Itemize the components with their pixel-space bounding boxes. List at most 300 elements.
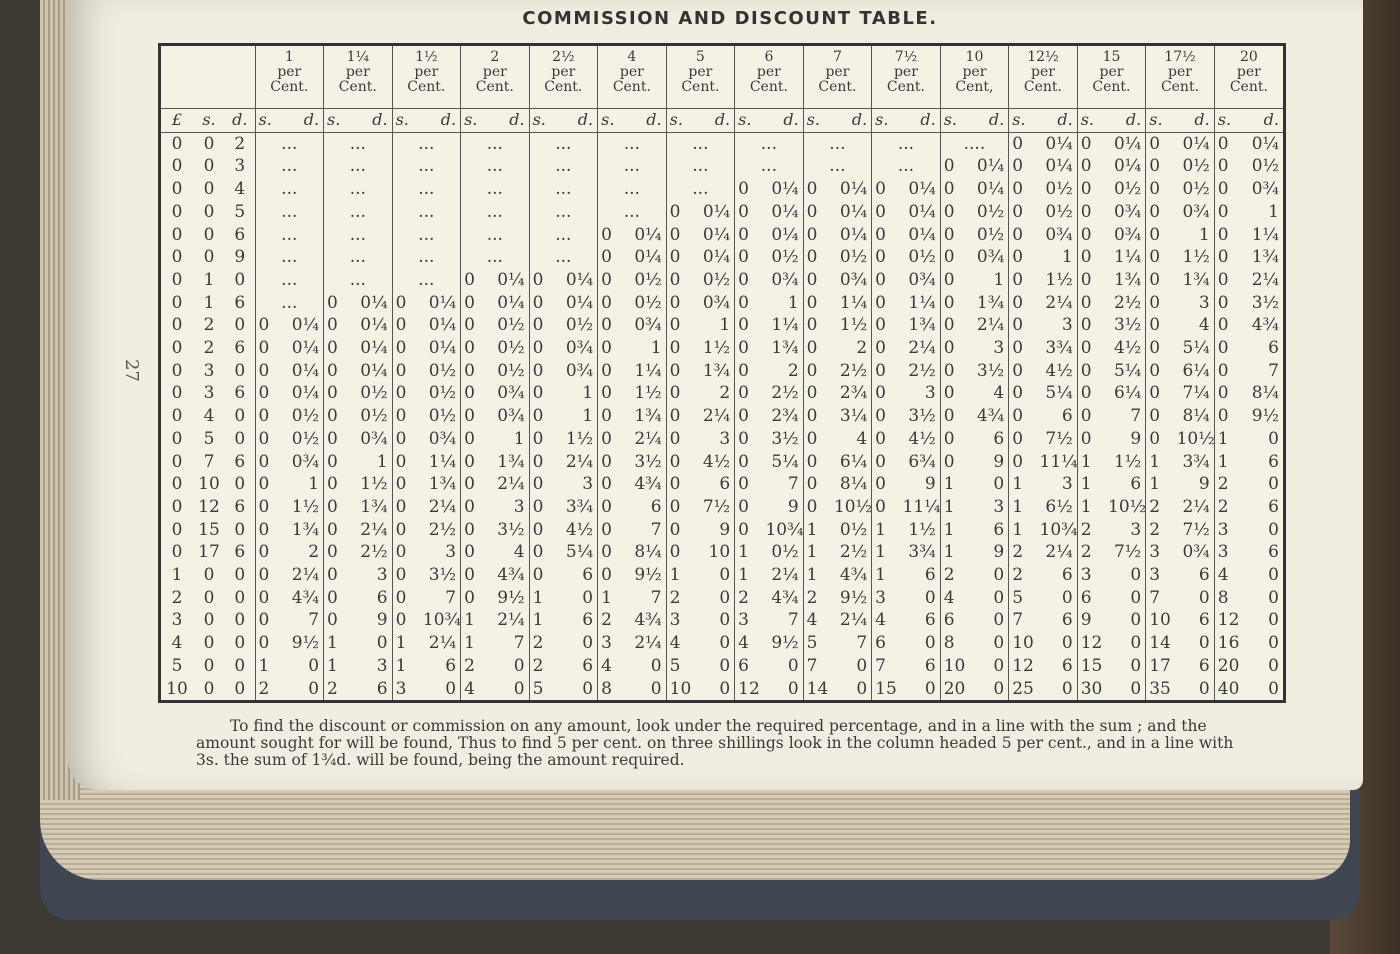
shillings-cell: 0 xyxy=(529,564,560,587)
pence-cell: 1 xyxy=(513,428,525,449)
sum-header xyxy=(161,46,255,109)
empty-cell: ... xyxy=(392,132,461,155)
pence-cell: 1¼ xyxy=(1113,247,1142,268)
pence-cell: 2 xyxy=(787,360,799,381)
pence-cell: 2 xyxy=(856,338,868,359)
rate-header-l1: per xyxy=(825,64,850,80)
shillings-cell: 0 xyxy=(1146,314,1177,337)
rate-header xyxy=(255,46,324,109)
pence-cell: 0¾ xyxy=(702,292,731,313)
pence-cell: 0 xyxy=(513,655,525,676)
empty-cell: ... xyxy=(872,155,941,178)
sum-cell: 9 xyxy=(234,247,246,268)
shillings-cell: 0 xyxy=(529,473,560,496)
pence-cell: 7 xyxy=(650,519,662,540)
rate-header-rate: 4 xyxy=(627,49,637,65)
unit-pence: d. xyxy=(1108,109,1146,133)
pence-cell: 1 xyxy=(1198,224,1210,245)
pence-cell: 6 xyxy=(1268,451,1279,472)
pence-cell: 0½ xyxy=(360,406,388,427)
shillings-cell: 0 xyxy=(392,314,423,337)
table-row xyxy=(161,405,1283,428)
sum-cell: 3 xyxy=(171,610,183,631)
pence-cell: 0¾ xyxy=(1113,224,1142,245)
empty-cell: ... xyxy=(392,246,461,269)
sum-cell: 2 xyxy=(171,587,183,608)
shillings-cell: 0 xyxy=(1077,292,1108,315)
shillings-cell: 0 xyxy=(324,496,355,519)
sum-cell: 2 xyxy=(203,315,215,336)
rate-header-rate: 1½ xyxy=(415,49,438,65)
shillings-cell: 2 xyxy=(1214,473,1245,496)
shillings-cell: 0 xyxy=(529,451,560,474)
unit-pence: d. xyxy=(423,109,461,133)
pence-cell: 9½ xyxy=(839,587,868,608)
pence-cell: 9 xyxy=(924,474,936,495)
sum-cell: 5 xyxy=(171,655,183,676)
shillings-cell: 0 xyxy=(1009,224,1040,247)
pence-cell: 10 xyxy=(708,542,731,563)
pence-cell: 4½ xyxy=(1045,360,1073,381)
shillings-cell: 0 xyxy=(255,541,286,564)
shillings-cell: 5 xyxy=(529,678,560,701)
shillings-cell: 0 xyxy=(324,541,355,564)
rate-header-l1: per xyxy=(414,64,439,80)
shillings-cell: 0 xyxy=(1214,292,1245,315)
pence-cell: 1½ xyxy=(702,338,731,359)
shillings-cell: 0 xyxy=(392,496,423,519)
pence-cell: 5¼ xyxy=(1182,338,1210,359)
table-row xyxy=(161,655,1283,678)
sum-cell: 6 xyxy=(234,292,246,313)
shillings-cell: 0 xyxy=(735,519,766,542)
shillings-cell: 0 xyxy=(598,428,629,451)
pence-cell: 0½ xyxy=(565,315,594,336)
pence-cell: 0¼ xyxy=(497,269,525,290)
shillings-cell: 10 xyxy=(940,655,971,678)
shillings-cell: 0 xyxy=(803,496,834,519)
shillings-cell: 1 xyxy=(1146,451,1177,474)
pence-cell: 0¼ xyxy=(634,224,662,245)
pence-cell: 10¾ xyxy=(422,610,461,631)
shillings-cell: 0 xyxy=(666,405,697,428)
pence-cell: 7 xyxy=(308,610,320,631)
table-row xyxy=(161,587,1283,610)
shillings-cell: 0 xyxy=(1009,405,1040,428)
pence-cell: 0¼ xyxy=(291,383,320,404)
shillings-cell: 1 xyxy=(1009,473,1040,496)
pence-cell: 7 xyxy=(787,610,799,631)
pence-cell: 6¾ xyxy=(908,451,936,472)
shillings-cell: 2 xyxy=(529,632,560,655)
shillings-cell: 0 xyxy=(872,473,903,496)
rate-header-rate: 1 xyxy=(284,49,294,65)
pence-cell: 4½ xyxy=(702,451,731,472)
pence-cell: 0½ xyxy=(976,201,1005,222)
pence-cell: 0½ xyxy=(291,428,320,449)
rate-header-rate: 10 xyxy=(965,49,984,65)
shillings-cell: 0 xyxy=(598,451,629,474)
pence-cell: 0½ xyxy=(497,360,525,381)
sum-cell: 0 xyxy=(203,224,215,245)
pence-cell: 10¾ xyxy=(1039,519,1078,540)
shillings-cell: 0 xyxy=(1146,246,1177,269)
pence-cell: 0½ xyxy=(771,247,799,268)
pence-cell: 7¼ xyxy=(1182,383,1210,404)
unit-pence: d. xyxy=(1040,109,1078,133)
shillings-cell: 1 xyxy=(940,496,971,519)
pence-cell: 4 xyxy=(856,428,868,449)
pence-cell: 3½ xyxy=(1251,292,1279,313)
pence-cell: 1 xyxy=(719,315,731,336)
rate-header-l2: Cent. xyxy=(1229,79,1268,95)
shillings-cell: 0 xyxy=(940,405,971,428)
shillings-cell: 0 xyxy=(803,314,834,337)
sum-cell: 0 xyxy=(171,360,183,381)
shillings-cell: 0 xyxy=(598,314,629,337)
table-row xyxy=(161,178,1283,201)
shillings-cell: 0 xyxy=(598,337,629,360)
shillings-cell: 5 xyxy=(803,632,834,655)
shillings-cell: 1 xyxy=(529,587,560,610)
table-row xyxy=(161,155,1283,178)
pence-cell: 0½ xyxy=(497,338,525,359)
shillings-cell: 0 xyxy=(872,428,903,451)
table-row xyxy=(161,360,1283,383)
shillings-cell: 0 xyxy=(803,269,834,292)
pence-cell: 0 xyxy=(1268,587,1279,608)
pence-cell: 0 xyxy=(513,678,525,699)
shillings-cell: 9 xyxy=(1077,609,1108,632)
pence-cell: 4 xyxy=(1198,315,1210,336)
unit-shillings: s. xyxy=(324,109,355,133)
shillings-cell: 0 xyxy=(1146,201,1177,224)
pence-cell: 0 xyxy=(1061,633,1073,654)
shillings-cell: 0 xyxy=(1077,178,1108,201)
shillings-cell: 4 xyxy=(735,632,766,655)
empty-cell: ... xyxy=(803,132,872,155)
sum-cell: 0 xyxy=(203,655,215,676)
shillings-cell: 1 xyxy=(1077,451,1108,474)
pence-cell: 0 xyxy=(1130,587,1142,608)
pence-cell: 2¼ xyxy=(702,406,731,427)
shillings-cell: 0 xyxy=(1146,360,1177,383)
shillings-cell: 0 xyxy=(1214,178,1245,201)
pence-cell: 0 xyxy=(924,587,936,608)
pence-cell: 2¼ xyxy=(771,565,799,586)
shillings-cell: 4 xyxy=(598,655,629,678)
shillings-cell: 0 xyxy=(666,541,697,564)
sum-cell: 2 xyxy=(203,338,215,359)
pence-cell: 9½ xyxy=(291,633,320,654)
sum-cell: 17 xyxy=(198,542,220,563)
shillings-cell: 2 xyxy=(1214,496,1245,519)
shillings-cell: 0 xyxy=(529,337,560,360)
pence-cell: 0½ xyxy=(908,247,936,268)
shillings-cell: 0 xyxy=(735,201,766,224)
shillings-cell: 0 xyxy=(666,246,697,269)
pence-cell: 0¾ xyxy=(291,451,320,472)
shillings-cell: 0 xyxy=(666,451,697,474)
pence-cell: 6 xyxy=(445,655,457,676)
rate-header-l1: per xyxy=(551,64,576,80)
shillings-cell: 1 xyxy=(529,609,560,632)
shillings-cell: 7 xyxy=(1146,587,1177,610)
pence-cell: 0½ xyxy=(497,315,525,336)
shillings-cell: 0 xyxy=(324,314,355,337)
shillings-cell: 17 xyxy=(1146,655,1177,678)
shillings-cell: 1 xyxy=(940,519,971,542)
shillings-cell: 0 xyxy=(598,246,629,269)
shillings-cell: 1 xyxy=(461,632,492,655)
pence-cell: 1¾ xyxy=(771,338,799,359)
sum-cell: 0 xyxy=(234,610,246,631)
shillings-cell: 1 xyxy=(1009,496,1040,519)
shillings-cell: 14 xyxy=(803,678,834,701)
sum-cell: 6 xyxy=(234,542,246,563)
sum-cell: 6 xyxy=(234,224,246,245)
empty-cell: ... xyxy=(255,292,324,315)
shillings-cell: 0 xyxy=(1146,155,1177,178)
shillings-cell: 0 xyxy=(1009,360,1040,383)
pence-cell: 1¾ xyxy=(1251,247,1279,268)
pence-cell: 0¾ xyxy=(839,269,868,290)
shillings-cell: 0 xyxy=(324,519,355,542)
pence-cell: 9 xyxy=(1130,428,1142,449)
pence-cell: 0¼ xyxy=(1113,133,1142,154)
shillings-cell: 2 xyxy=(255,678,286,701)
shillings-cell: 0 xyxy=(598,224,629,247)
shillings-cell: 0 xyxy=(529,519,560,542)
shillings-cell: 0 xyxy=(392,519,423,542)
shillings-cell: 4 xyxy=(872,609,903,632)
shillings-cell: 0 xyxy=(392,360,423,383)
sum-cell: 6 xyxy=(234,338,246,359)
shillings-cell: 3 xyxy=(1146,564,1177,587)
shillings-cell: 0 xyxy=(461,337,492,360)
table-row xyxy=(161,451,1283,474)
shillings-cell: 0 xyxy=(940,337,971,360)
empty-cell: ... xyxy=(666,178,735,201)
sum-cell: 1 xyxy=(203,292,215,313)
shillings-cell: 0 xyxy=(666,473,697,496)
pence-cell: 6 xyxy=(1061,610,1073,631)
pence-cell: 0¼ xyxy=(771,179,799,200)
shillings-cell: 0 xyxy=(872,269,903,292)
shillings-cell: 30 xyxy=(1077,678,1108,701)
shillings-cell: 0 xyxy=(1214,314,1245,337)
sum-cell: 0 xyxy=(171,406,183,427)
shillings-cell: 0 xyxy=(1009,269,1040,292)
pence-cell: 0½ xyxy=(428,406,457,427)
pence-cell: 9½ xyxy=(497,587,525,608)
unit-pence: d. xyxy=(1177,109,1215,133)
pence-cell: 9½ xyxy=(1251,406,1279,427)
shillings-cell: 0 xyxy=(1077,428,1108,451)
pence-cell: 8¼ xyxy=(1182,406,1210,427)
sum-cell: 0 xyxy=(203,633,215,654)
shillings-cell: 0 xyxy=(735,314,766,337)
shillings-cell: 8 xyxy=(940,632,971,655)
shillings-cell: 0 xyxy=(872,405,903,428)
pence-cell: 1¾ xyxy=(976,292,1005,313)
pence-cell: 0 xyxy=(1268,474,1279,495)
shillings-cell: 4 xyxy=(1214,564,1245,587)
rate-header-l1: per xyxy=(345,64,370,80)
sum-cell: 0 xyxy=(171,519,183,540)
pence-cell: 0½ xyxy=(1045,179,1073,200)
pence-cell: 0¼ xyxy=(839,224,868,245)
empty-cell: ... xyxy=(666,132,735,155)
sum-cell: 0 xyxy=(234,406,246,427)
shillings-cell: 7 xyxy=(803,655,834,678)
pence-cell: 9 xyxy=(1198,474,1210,495)
pence-cell: 3½ xyxy=(908,406,936,427)
pence-cell: 2¼ xyxy=(634,428,662,449)
page-title: COMMISSION AND DISCOUNT TABLE. xyxy=(522,8,938,29)
shillings-cell: 1 xyxy=(872,564,903,587)
pence-cell: 0¾ xyxy=(1182,542,1210,563)
pence-cell: 0 xyxy=(1130,633,1142,654)
sum-cell: 0 xyxy=(234,269,246,290)
pence-cell: 0 xyxy=(650,655,662,676)
rate-header-l2: Cent. xyxy=(1023,79,1062,95)
pence-cell: 0 xyxy=(582,587,594,608)
shillings-cell: 0 xyxy=(1009,201,1040,224)
shillings-cell: 0 xyxy=(666,337,697,360)
rate-header xyxy=(940,46,1009,109)
shillings-cell: 1 xyxy=(803,564,834,587)
pence-cell: 9½ xyxy=(634,565,662,586)
rate-header xyxy=(1009,46,1078,109)
unit-shillings: s. xyxy=(598,109,629,133)
empty-cell: ... xyxy=(255,178,324,201)
pence-cell: 0¾ xyxy=(634,315,662,336)
empty-cell: ... xyxy=(735,132,804,155)
rate-header-l1: per xyxy=(1236,64,1261,80)
sum-unit: £ xyxy=(161,109,193,133)
empty-cell: ... xyxy=(255,132,324,155)
pence-cell: 6 xyxy=(582,655,594,676)
pence-cell: 0¼ xyxy=(839,179,868,200)
pence-cell: 11¼ xyxy=(1039,451,1078,472)
sum-cell: 0 xyxy=(203,156,215,177)
pence-cell: 0 xyxy=(993,565,1005,586)
shillings-cell: 0 xyxy=(735,360,766,383)
shillings-cell: 0 xyxy=(872,292,903,315)
shillings-cell: 0 xyxy=(1009,314,1040,337)
pence-cell: 9 xyxy=(719,519,731,540)
pence-cell: 6 xyxy=(924,565,936,586)
shillings-cell: 0 xyxy=(529,382,560,405)
sum-cell: 0 xyxy=(171,474,183,495)
pence-cell: 4¾ xyxy=(291,587,320,608)
shillings-cell: 0 xyxy=(666,496,697,519)
pence-cell: 2¼ xyxy=(428,496,457,517)
pence-cell: 3¾ xyxy=(565,496,594,517)
shillings-cell: 3 xyxy=(1214,519,1245,542)
sum-cell: 2 xyxy=(234,133,246,154)
table-row xyxy=(161,541,1283,564)
shillings-cell: 0 xyxy=(461,564,492,587)
shillings-cell: 0 xyxy=(1214,246,1245,269)
pence-cell: 0¾ xyxy=(428,428,457,449)
shillings-cell: 0 xyxy=(940,224,971,247)
pence-cell: 0¼ xyxy=(1045,156,1073,177)
empty-cell: ... xyxy=(461,224,530,247)
pence-cell: 0 xyxy=(993,678,1005,699)
shillings-cell: 0 xyxy=(1146,269,1177,292)
shillings-cell: 15 xyxy=(1077,655,1108,678)
pence-cell: 0¾ xyxy=(976,247,1005,268)
pence-cell: 2½ xyxy=(839,542,868,563)
pence-cell: 10¾ xyxy=(765,519,804,540)
empty-cell: ... xyxy=(529,132,598,155)
shillings-cell: 0 xyxy=(1009,428,1040,451)
pence-cell: 5¼ xyxy=(1113,360,1142,381)
rate-header-l2: Cent. xyxy=(544,79,583,95)
shillings-cell: 1 xyxy=(598,587,629,610)
pence-cell: 0¾ xyxy=(360,428,388,449)
sum-cell: 0 xyxy=(171,451,183,472)
shillings-cell: 0 xyxy=(666,314,697,337)
pence-cell: 1¼ xyxy=(428,451,457,472)
rate-header xyxy=(872,46,941,109)
shillings-cell: 0 xyxy=(392,609,423,632)
sum-cell: 0 xyxy=(234,315,246,336)
pence-cell: 4¾ xyxy=(497,565,525,586)
sum-cell: 0 xyxy=(203,247,215,268)
shillings-cell: 0 xyxy=(392,587,423,610)
pence-cell: 5¼ xyxy=(771,451,799,472)
pence-cell: 3½ xyxy=(428,565,457,586)
shillings-cell: 8 xyxy=(598,678,629,701)
pence-cell: 4¾ xyxy=(634,474,662,495)
rate-header xyxy=(803,46,872,109)
pence-cell: 6 xyxy=(582,610,594,631)
sum-cell: 0 xyxy=(171,542,183,563)
rate-header-l1: per xyxy=(756,64,781,80)
shillings-cell: 0 xyxy=(529,496,560,519)
shillings-cell: 1 xyxy=(1077,473,1108,496)
shillings-cell: 0 xyxy=(666,428,697,451)
shillings-cell: 2 xyxy=(1146,519,1177,542)
shillings-cell: 0 xyxy=(940,155,971,178)
shillings-cell: 1 xyxy=(872,541,903,564)
shillings-cell: 0 xyxy=(735,246,766,269)
shillings-cell: 0 xyxy=(255,451,286,474)
unit-pence: d. xyxy=(834,109,872,133)
pence-cell: 0 xyxy=(993,610,1005,631)
pence-cell: 8¼ xyxy=(634,542,662,563)
pence-cell: 1¾ xyxy=(908,315,936,336)
sum-cell: 0 xyxy=(171,428,183,449)
unit-shillings: s. xyxy=(666,109,697,133)
pence-cell: 3 xyxy=(1130,519,1142,540)
pence-cell: 1½ xyxy=(1182,247,1210,268)
unit-pence: d. xyxy=(903,109,941,133)
pence-cell: 3½ xyxy=(634,451,662,472)
pence-cell: 0¾ xyxy=(771,269,799,290)
pence-cell: 0½ xyxy=(1182,179,1210,200)
shillings-cell: 0 xyxy=(872,314,903,337)
empty-cell: ... xyxy=(392,155,461,178)
pence-cell: 3½ xyxy=(771,428,799,449)
shillings-cell: 12 xyxy=(735,678,766,701)
pence-cell: 7 xyxy=(787,474,799,495)
shillings-cell: 0 xyxy=(255,609,286,632)
empty-cell: ... xyxy=(529,246,598,269)
